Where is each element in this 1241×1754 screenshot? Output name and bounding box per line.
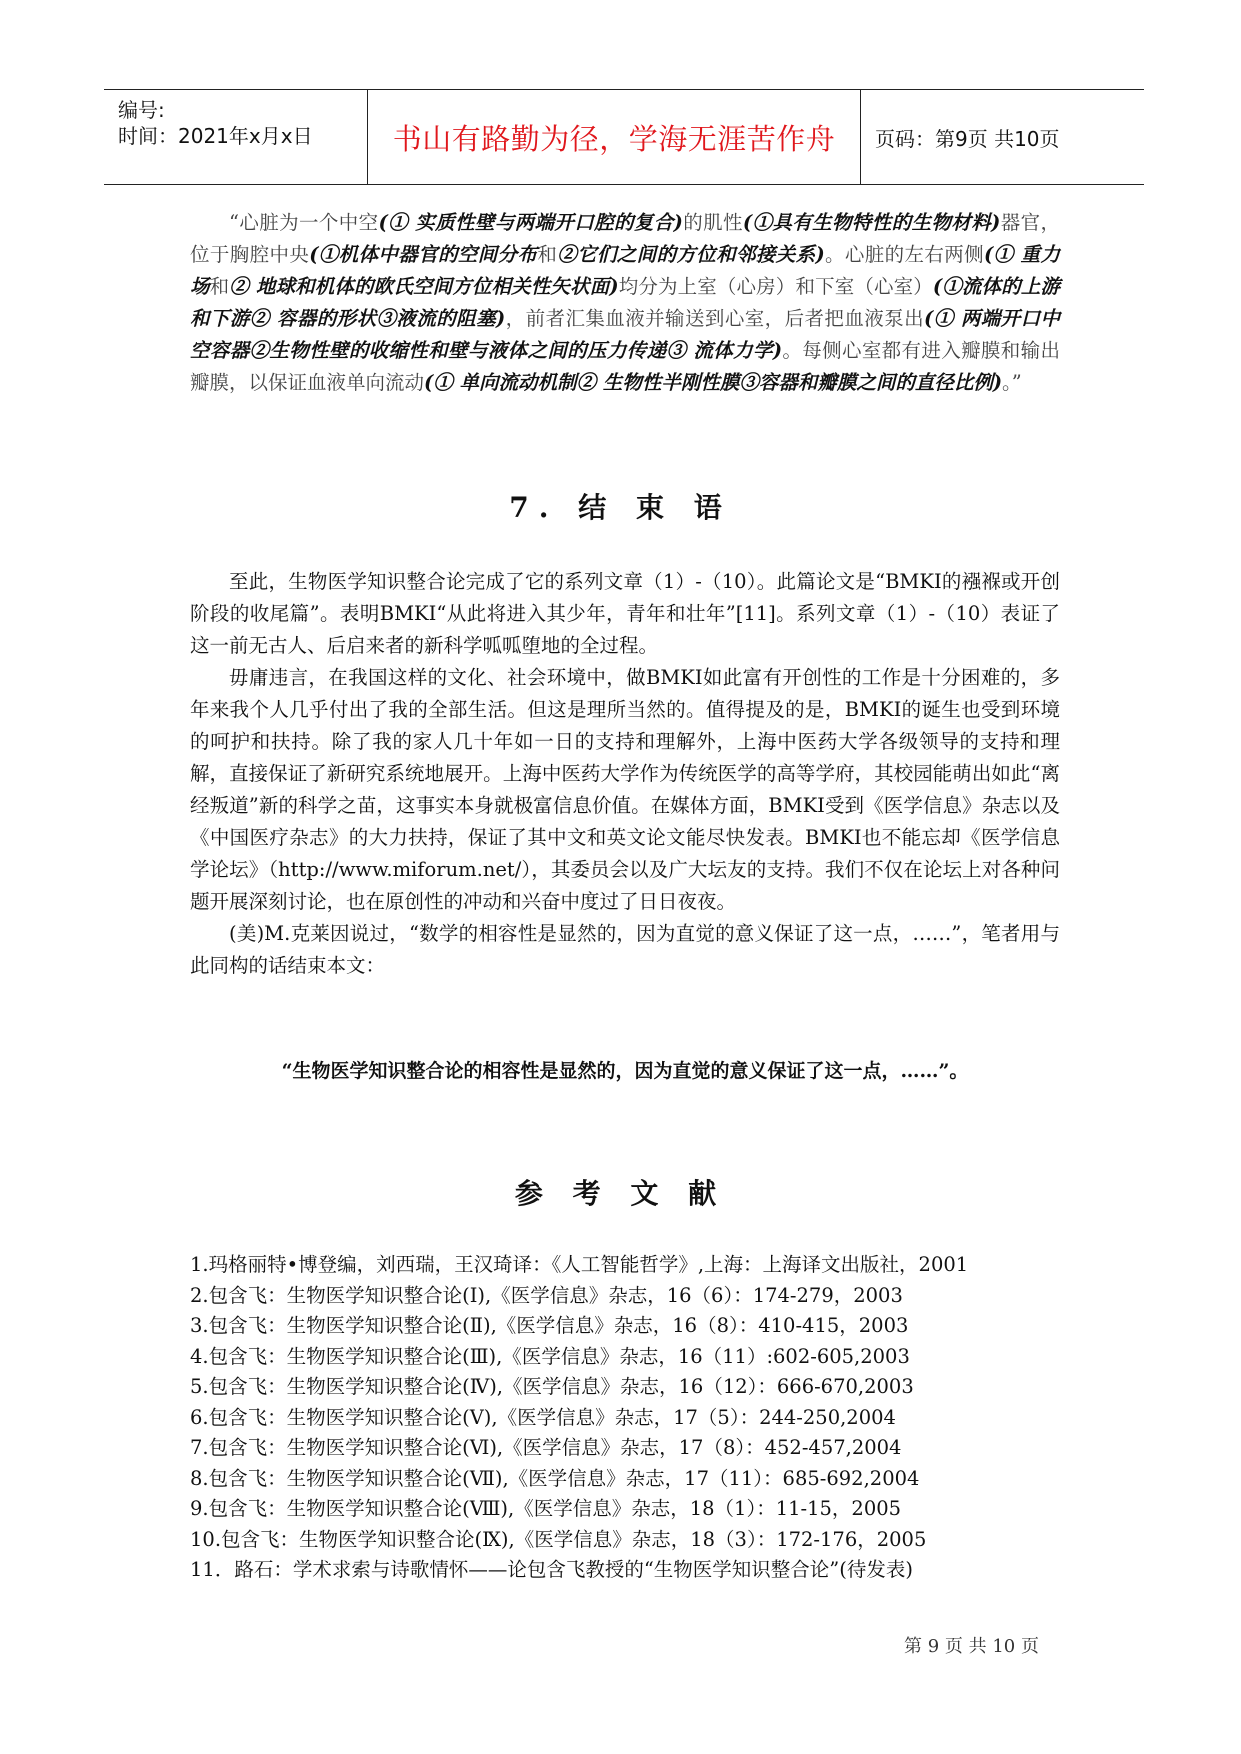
header-left-cell: [104, 90, 368, 184]
page-footer: 第 9 页 共 10 页: [904, 1636, 1039, 1657]
header-motto: 书山有路勤为径，学海无涯苦作舟: [392, 122, 836, 156]
reference-item: 2.包含飞：生物医学知识整合论(Ⅰ),《医学信息》杂志，16（6）：174-279，2003: [190, 1283, 903, 1307]
reference-list: [190, 1250, 1090, 1586]
header-right-cell: [861, 90, 1144, 184]
body-paragraph: (美)M.克莱因说过，“数学的相容性是显然的，因为直觉的意义保证了这一点，……”，笔者用与此同构的话结束本文：: [190, 922, 1060, 977]
references-title: 参 考 文 献: [514, 1177, 727, 1210]
quote-text: 。心脏的左右两侧: [824, 243, 984, 266]
closing-quote: “生物医学知识整合论的相容性是显然的，因为直觉的意义保证了这一点，……”。: [281, 1060, 969, 1082]
quote-text: ，前者汇集血液并输送到心室，后者把血液泵出: [505, 307, 925, 330]
body-paragraph: 毋庸违言，在我国这样的文化、社会环境中，做BMKI如此富有开创性的工作是十分困难的，多年来我个人几乎付出了我的全部生活。但这是理所当然的。值得提及的是，BMKI的诞生也受到环境的呵护和扶持。除了我的家人几十年如一日的支持和理解外，上海中医药大学各级领导的支持和理解，直接保证了新研究系统地展开。上海中医药大学作为传统医学的高等学府，其校园能萌出如此“离经叛道”新的科学之苗，这事实本身就极富信息价值。在媒体方面，BMKI受到《医学信息》杂志以及《中国医疗杂志》的大力扶持，保证了其中文和英文论文能尽快发表。BMKI也不能忘却《医学信息学论坛》（http://www.miforum.net/），其委员会以及广大坛友的支持。我们不仅在论坛上对各种问题开展深刻讨论，也在原创性的冲动和兴奋中度过了日日夜夜。: [190, 666, 1060, 913]
reference-item: 11．路石：学术求索与诗歌情怀——论包含飞教授的“生物医学知识整合论”(待发表): [190, 1558, 913, 1581]
quote-annotation: ②它们之间的方位和邻接关系): [557, 243, 825, 266]
reference-item: 3.包含飞：生物医学知识整合论(Ⅱ),《医学信息》杂志，16（8）：410-415，2003: [190, 1314, 909, 1337]
reference-item: 6.包含飞：生物医学知识整合论(Ⅴ),《医学信息》杂志，17（5）：244-250,2004: [190, 1405, 896, 1429]
quote-annotation: (①机体中器官的空间分布: [309, 243, 538, 266]
quote-annotation: ② 地球和机体的欧氏空间方位相关性矢状面): [229, 275, 619, 298]
quote-text: “心脏为一个中空: [229, 211, 379, 234]
reference-item: 10.包含飞：生物医学知识整合论(Ⅸ),《医学信息》杂志，18（3）：172-176，2005: [190, 1527, 927, 1551]
quote-text: 和: [537, 243, 558, 266]
reference-item: 8.包含飞：生物医学知识整合论(Ⅶ),《医学信息》杂志，17（11）：685-692,2004: [190, 1466, 920, 1490]
quote-annotation: (① 两端开口中空容器②生物性壁的收缩性和壁与液体之间的压力传递③ 流体力学): [190, 307, 1061, 362]
reference-item: 1.玛格丽特•博登编，刘西瑞，王汉琦译：《人工智能哲学》,上海：上海译文出版社，2001: [190, 1253, 969, 1276]
body-paragraph: 至此，生物医学知识整合论完成了它的系列文章（1）-（10）。此篇论文是“BMKI的襁褓或开创阶段的收尾篇”。表明BMKI“从此将进入其少年，青年和壮年”[11]。系列文章（1）-（10）表证了这一前无古人、后启来者的新科学呱呱堕地的全过程。: [190, 570, 1060, 657]
conclusion-body: [190, 566, 1060, 982]
reference-item: 7.包含飞：生物医学知识整合论(Ⅵ),《医学信息》杂志，17（8）：452-457,2004: [190, 1436, 902, 1459]
quote-annotation: (① 重力场: [190, 243, 1060, 298]
reference-item: 5.包含飞：生物医学知识整合论(Ⅳ),《医学信息》杂志，16（12）：666-670,2003: [190, 1375, 914, 1398]
heart-quote-paragraph: [190, 207, 1060, 399]
quote-text: 和: [209, 275, 230, 298]
header-middle-cell: [368, 90, 861, 184]
reference-item: 9.包含飞：生物医学知识整合论(Ⅷ),《医学信息》杂志，18（1）：11-15，2005: [190, 1497, 902, 1520]
reference-item: 4.包含飞：生物医学知识整合论(Ⅲ),《医学信息》杂志，16（11）:602-605,2003: [190, 1344, 910, 1368]
document-time-label: 时间：2021年x月x日: [118, 124, 313, 148]
header-page-code: 页码：第9页 共10页: [875, 127, 1060, 151]
quote-text: 。”: [1002, 371, 1022, 394]
quote-annotation: (① 实质性壁与两端开口腔的复合): [378, 211, 683, 234]
page-header: [104, 89, 1144, 185]
quote-text: 器官，位于胸腔中央: [190, 211, 1060, 266]
quote-text: 。每侧心室都有进入瓣膜和输出瓣膜，以保证血液单向流动: [190, 339, 1060, 394]
quote-annotation: (①具有生物特性的生物材料): [742, 211, 1001, 234]
document-number-label: 编号:: [118, 98, 165, 122]
quote-text: 的肌性: [682, 211, 743, 234]
quote-text: 均分为上室（心房）和下室（心室）: [618, 275, 933, 298]
quote-annotation: (① 单向流动机制② 生物性半刚性膜③容器和瓣膜之间的直径比例): [424, 371, 1003, 394]
section-title-conclusion: 7. 结 束 语: [509, 491, 732, 524]
quote-annotation: (①流体的上游和下游② 容器的形状③液流的阻塞): [190, 275, 1060, 330]
